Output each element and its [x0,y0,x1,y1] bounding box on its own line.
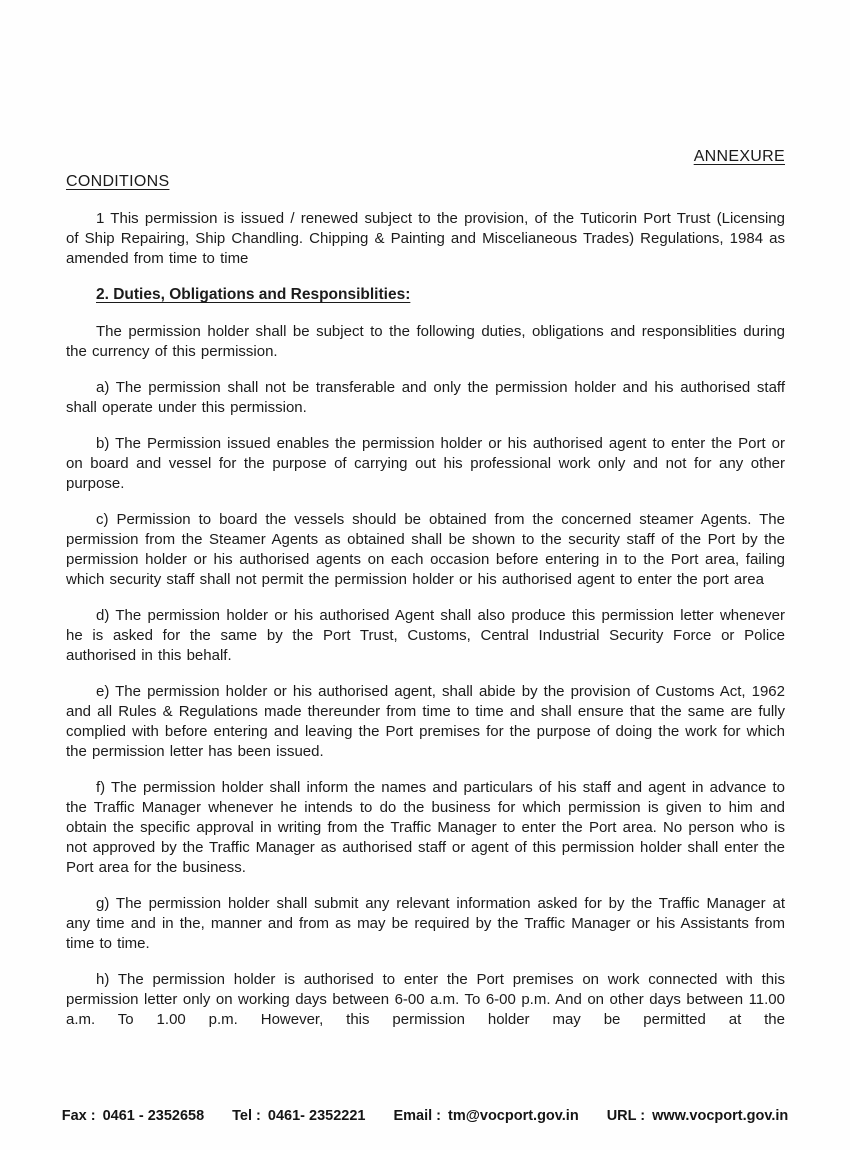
tel-label: Tel : [232,1108,261,1124]
email-value: tm@vocport.gov.in [448,1108,579,1124]
footer-email [393,1108,578,1124]
section-heading: 2. Duties, Obligations and Responsiblities: [96,286,411,303]
clause-f-paragraph: f) The permission holder shall inform the names and particulars of his staff and agent in advance to the Traffic Manager whenever he intends to do the business for which permission is given to him and obtain the specific approval in writing from the Traffic Manager to enter the Port area. No person who is not approved by the Traffic Manager as authorised staff or agent of this permission holder shall enter the Port area for the business. [66,779,785,876]
footer-fax [62,1108,204,1124]
clause-c-paragraph: c) Permission to board the vessels should be obtained from the concerned steamer Agents. The permission from the Steamer Agents as obtained shall be shown to the security staff of the Port by the permission holder or his authorised agents on each occasion before entering in to the Port area, failing which security staff shall not permit the permission holder or his authorised agent to enter the port area [66,511,785,588]
intro-paragraph: 1 This permission is issued / renewed subject to the provision, of the Tuticorin Port Trust (Licensing of Ship Repairing, Ship Chandling. Chipping & Painting and Miscelianeous Trades) Regulations, 1984 as amended from time to time [66,210,785,267]
fax-label: Fax : [61,1108,96,1124]
url-label: URL : [606,1108,646,1124]
clause-a-paragraph: a) The permission shall not be transferable and only the permission holder and his authorised staff shall operate under this permission. [66,379,785,416]
fax-value: 0461 - 2352658 [102,1108,205,1124]
annexure-heading: ANNEXURE [693,148,785,165]
conditions-title-row [66,173,785,191]
clause-e-paragraph: e) The permission holder or his authorised agent, shall abide by the provision of Customs Act, 1962 and all Rules & Regulations made thereunder from time to time and shall ensure that the same are fully complied with before entering and leaving the Port premises for the purpose of doing the work for which the permission letter has been issued. [66,683,785,760]
clause-d-paragraph: d) The permission holder or his authorised Agent shall also produce this permission letter whenever he is asked for the same by the Port Trust, Customs, Central Industrial Security Force or Police authorised in this behalf. [66,607,785,664]
url-value: www.vocport.gov.in [652,1108,789,1124]
clause-h-paragraph: h) The permission holder is authorised to enter the Port premises on work connected with this permission letter only on working days between 6-00 a.m. To 6-00 p.m. And on other days between 11.00 a.m. To 1.00 p.m. However, this permission holder may be permitted at the [66,971,785,1028]
annexure-row [66,148,785,166]
section-intro-paragraph: The permission holder shall be subject to the following duties, obligations and responsiblities during the currency of this permission. [66,323,785,360]
conditions-heading: CONDITIONS [66,173,170,190]
clause-b-paragraph: b) The Permission issued enables the permission holder or his authorised agent to enter the Port or on board and vessel for the purpose of carrying out his professional work only and not for any other purpose. [66,435,785,492]
tel-value: 0461- 2352221 [267,1108,366,1124]
section-heading-row [66,285,785,305]
email-label: Email : [393,1108,442,1124]
document-content [66,148,785,1046]
page-footer [0,1108,850,1124]
footer-url [607,1108,789,1124]
clause-g-paragraph: g) The permission holder shall submit any relevant information asked for by the Traffic Manager at any time and in the, manner and from as may be required by the Traffic Manager or his Assistants from time to time. [66,895,785,952]
footer-tel [232,1108,365,1124]
